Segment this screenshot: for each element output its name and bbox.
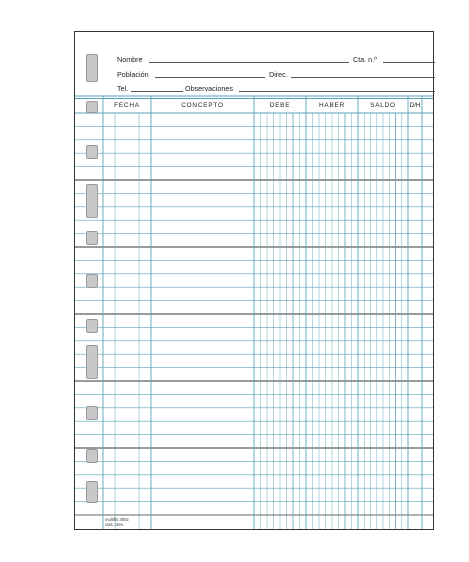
- direc-label: Direc.: [269, 70, 288, 79]
- ledger-sheet: [74, 31, 434, 530]
- binder-tab: [86, 319, 98, 333]
- binder-tab: [86, 231, 98, 245]
- observaciones-label: Observaciones: [185, 84, 233, 93]
- binder-tab-top: [86, 54, 98, 82]
- binder-tab: [86, 274, 98, 288]
- tel-label: Tel.: [117, 84, 129, 93]
- col-fecha: FECHA: [114, 102, 140, 109]
- col-concepto: CONCEPTO: [181, 102, 224, 109]
- col-debe: DEBE: [269, 102, 291, 109]
- cta-label: Cta. n.º: [353, 55, 377, 64]
- col-haber: HABER: [318, 102, 346, 109]
- binder-tab: [86, 481, 98, 503]
- footer-line-1: multiflo 3002: [105, 517, 129, 522]
- poblacion-label: Población: [117, 70, 149, 79]
- footer-code: [105, 517, 129, 527]
- binder-tab: [86, 449, 98, 463]
- binder-tab: [86, 145, 98, 159]
- nombre-label: Nombre: [117, 55, 143, 64]
- binder-tab: [86, 345, 98, 379]
- col-dh: D/H: [409, 102, 421, 109]
- binder-tab-header: [86, 101, 98, 113]
- binder-tab: [86, 406, 98, 420]
- col-saldo: SALDO: [370, 102, 396, 109]
- footer-line-2: ctas. ctes.: [105, 522, 124, 527]
- binder-tab: [86, 184, 98, 218]
